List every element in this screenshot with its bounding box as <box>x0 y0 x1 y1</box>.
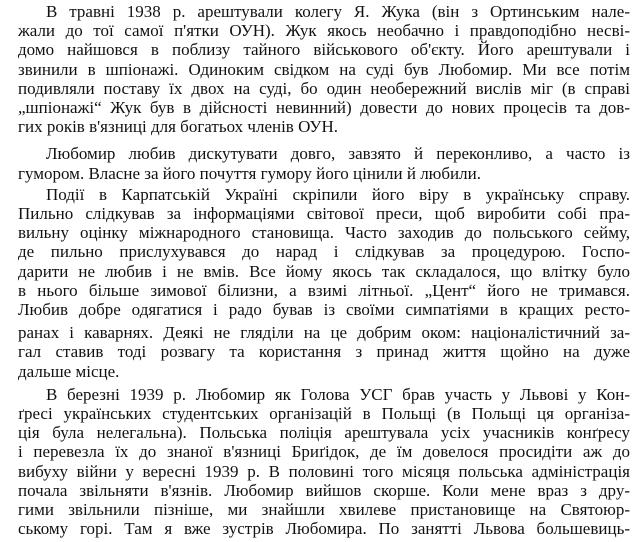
text-line: Пильно слідкував за інформаціями світової преси, щоб виробити собі пра- <box>18 204 630 223</box>
text-line: ція була нелегальна). Польська поліція арештувала усіх учасників конґресу <box>18 423 630 443</box>
text-line: „шпіонажі“ Жук був в дійсності невинний) довести до нових процесів та дов- <box>18 98 630 117</box>
text-line: вильну оцінку міжнародного становища. Часто заходив до польського сейму, <box>18 223 630 243</box>
text-line: гих років в'язниці для богатьох членів ОУН. <box>18 117 338 137</box>
text-line: гими звільнили пізніше, ми знайшли хвилеве пристановище на Святоюр- <box>18 500 630 519</box>
text-line: звинили в шпіонажі. Одиноким свідком на суді був Любомир. Ми все потім <box>18 59 630 79</box>
text-line: гал ставив тоді розвагу та користання з принад життя щойно на дуже <box>18 342 630 362</box>
text-line: дальше місце. <box>18 361 120 381</box>
text-line: В березні 1939 р. Любомир як Голова УСГ брав участь у Львові у Кон- <box>46 384 630 404</box>
text-line: ському горі. Там я вже зустрів Любомира. По занятті Львова большевиць- <box>18 519 630 539</box>
text-line: ранах і каварнях. Деякі не гляділи на це добрим оком: націоналістичний за- <box>18 323 630 343</box>
text-line: вибуху війни у вересні 1939 р. В половині того місяця польська адміністрація <box>18 461 630 481</box>
text-line: дарити не любив і не вмів. Все йому якось так складалося, що влітку було <box>18 261 630 281</box>
text-line: Події в Карпатській Україні скріпили його віру в українську справу. <box>46 184 630 204</box>
text-line: почала звільняти в'язнів. Любомир вийшов скорше. Коли мене враз з дру- <box>18 480 630 500</box>
text-line: в нього більше зимової білизни, а взимі літньої. „Цент“ його не тримався. <box>18 280 630 300</box>
text-line: гумором. Власне за його почуття гумору його цінили й любили. <box>18 163 481 183</box>
text-line: де пильно прислухувався до нарад і слідкував за процедурою. Госпо- <box>18 242 630 262</box>
text-line: В травні 1938 р. арештували колегу Я. Жука (він з Ортинським нале- <box>46 2 630 21</box>
text-line: домо найшовся в поблизу тайного військового об'єкту. Його арештували і <box>18 40 630 60</box>
text-line: подивляли поставу їх двох на суді, бо один необережний вислів міг (в справі <box>18 78 630 98</box>
text-line: жали до тої самої п'ятки ОУН). Жук якось необачно і правдоподібно несві- <box>18 21 630 41</box>
text-line: Любив добре одягатися і радо бував із своїми симпатіями в кращих ресто- <box>18 300 630 319</box>
text-line: і перевезла їх до знаної в'язниці Бриґідок, де їм довелося просидіти аж до <box>18 442 630 462</box>
text-line: Любомир любив дискутувати довго, завзято й переконливо, а часто із <box>46 144 630 164</box>
text-line: ґресі українських студентських організацій в Польщі (в Польщі ця організа- <box>18 404 630 423</box>
